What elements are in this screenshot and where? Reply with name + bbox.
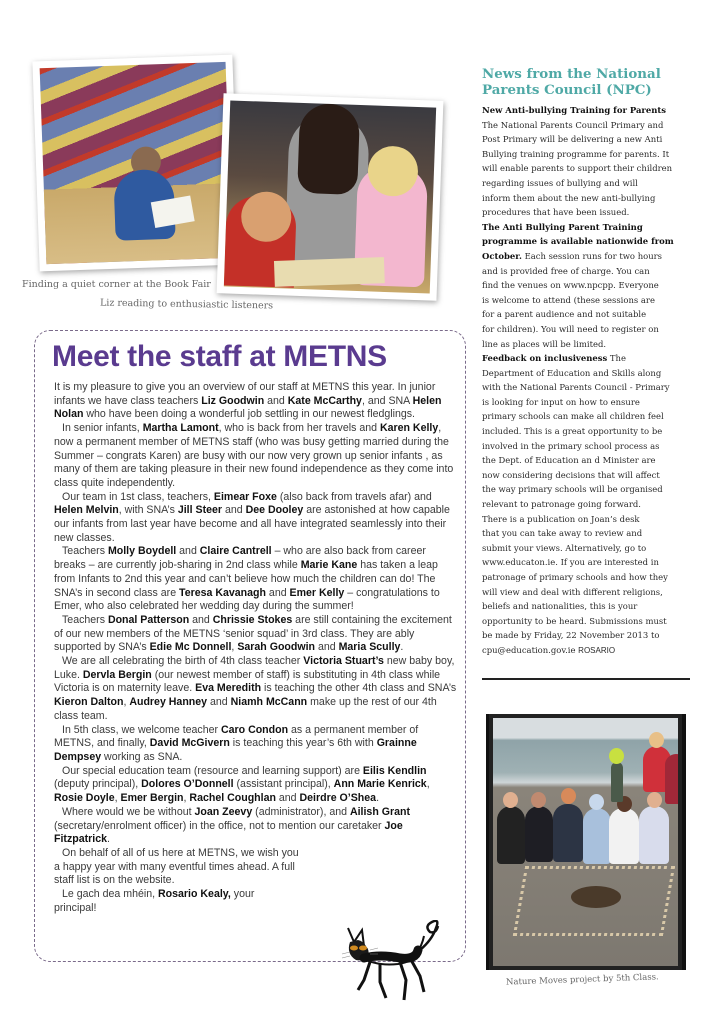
npc-text-line: involved in the primary school process as: [482, 440, 660, 451]
npc-text-line: now considering decisions that will affect: [482, 469, 660, 480]
staff-paragraph: In 5th class, we welcome teacher Caro Condon as a permanent member of METNS, and finally, David McGivern is teaching this year’s 6th with Grainne Dempsey working as SNA.: [54, 723, 419, 763]
npc-text-line: included. This is a great opportunity to be: [482, 426, 663, 437]
npc-text-line: beliefs and nationalities, this is your: [482, 601, 638, 612]
npc-text-line: patronage of primary schools and how they: [482, 572, 668, 582]
npc-text-line: is looking for input on how to ensure: [482, 396, 640, 407]
npc-text-line: opportunity to be heard. Submissions must: [482, 615, 667, 626]
divider: [482, 678, 690, 680]
npc-text-line: that you can take away to review and: [482, 528, 643, 539]
npc-text-line: will view and deal with different religions,: [482, 586, 663, 597]
staff-article-title: Meet the staff at METNS: [52, 340, 387, 373]
staff-paragraph: Le gach dea mhéin, Rosario Kealy, your principal!: [54, 888, 255, 914]
staff-paragraph: Teachers Donal Patterson and Chrissie Stokes are still containing the excitement of our new members of the METNS ‘senior squad’ in 3rd class. They are ably supported by SNA’s Edie Mc Donnell, Sarah Goodwin and Maria Scully.: [54, 613, 452, 654]
npc-text-line: Department of Education and Skills along: [482, 367, 662, 378]
npc-text-line: and is provided free of charge. You can: [482, 265, 650, 276]
npc-text-line: line as places will be limited.: [482, 338, 607, 349]
photo-nature-moves-image: [493, 718, 678, 966]
staff-paragraph: We are all celebrating the birth of 4th class teacher Victoria Stuart’s new baby boy, Luke. Dervla Bergin (our newest member of staff) is substituting in 4th class while Victoria is on maternity leave. Eva Meredith is teaching the other 4th class and SNA’s Kieron Dalton, Audrey Hanney and Niamh McCann make up the rest of our 4th class team.: [54, 655, 457, 722]
npc-text-line: for a parent audience and not suitable: [482, 309, 647, 320]
caption-nature-moves: Nature Moves project by 5th Class.: [505, 972, 659, 988]
staff-paragraph: On behalf of all of us here at METNS, we wish you a happy year with many eventful times ahead. A full staff list is on the website.: [54, 846, 299, 887]
npc-text-line: programme is available nationwide from: [482, 236, 674, 247]
npc-text-line: The Anti Bullying Parent Training: [482, 221, 643, 232]
npc-text-line: the Dept. of Education an d Minister are: [482, 455, 656, 466]
npc-text-line: www.educaton.ie. If you are interested in: [482, 557, 659, 568]
npc-text-line: October. Each session runs for two hours: [482, 250, 662, 261]
npc-text-line: cpu@education.gov.ie ROSARIO: [482, 644, 616, 655]
caption-liz-reading: Liz reading to enthusiastic listeners: [99, 297, 274, 312]
npc-text-line: New Anti-bullying Training for Parents: [482, 105, 667, 115]
npc-text-line: inform them about the new anti-bullying: [482, 192, 656, 203]
photo-liz-reading: [217, 93, 444, 301]
npc-text-line: There is a publication on Joan’s desk: [482, 513, 640, 524]
photo-book-fair-image: [40, 62, 233, 264]
npc-text-line: Post Primary will be delivering a new Anti: [482, 134, 663, 145]
caption-book-fair: Finding a quiet corner at the Book Fair: [22, 279, 211, 290]
npc-text-line: primary schools can make all children feel: [482, 411, 664, 422]
photo-liz-reading-image: [224, 100, 436, 293]
npc-text-line: find the venues on www.npcpp. Everyone: [482, 280, 659, 291]
npc-text-line: be made by Friday, 22 November 2013 to: [482, 630, 660, 641]
npc-text-line: submit your views. Alternatively, go to: [482, 542, 647, 553]
staff-article-body: [54, 381, 458, 915]
npc-news-body: [482, 103, 710, 659]
npc-text-line: The National Parents Council Primary and: [482, 119, 664, 130]
npc-text-line: relevant to patronage going forward.: [482, 499, 641, 510]
npc-text-line: Feedback on inclusiveness The: [482, 353, 626, 364]
staff-paragraph: Our team in 1st class, teachers, Eimear Foxe (also back from travels afar) and Helen Melvin, with SNA’s Jill Steer and Dee Dooley are astonished at how capable our infants from last year have become and all have integrated seamlessly into their new classes.: [54, 490, 450, 544]
staff-paragraph: Where would we be without Joan Zeevy (administrator), and Ailish Grant (secretary/enrolment officer) in the office, not to mention our caretaker Joe Fitzpatrick.: [54, 805, 410, 846]
staff-paragraph: It is my pleasure to give you an overview of our staff at METNS this year. In junior infants we have class teachers Liz Goodwin and Kate McCarthy, and SNA Helen Nolan who have been doing a wonderful job settling in our newest fledglings.: [54, 381, 442, 421]
npc-text-line: with the National Parents Council - Primary: [482, 382, 670, 393]
black-cat-illustration: [340, 920, 460, 1020]
npc-text-line: procedures that have been issued.: [482, 207, 630, 218]
npc-text-line: Bullying training programme for parents. It: [482, 148, 670, 159]
npc-text-line: will enable parents to support their children: [482, 163, 673, 174]
npc-news-title: News from the National Parents Council (NPC): [482, 66, 661, 98]
npc-text-line: the way primary schools will be organised: [482, 484, 663, 495]
npc-text-line: for children). You will need to register on: [482, 323, 659, 334]
photo-book-fair: [32, 55, 239, 272]
staff-paragraph: Teachers Molly Boydell and Claire Cantrell – who are also back from career breaks – are currently job-sharing in 2nd class while Marie Kane has taken a leap from Infants to 2nd this year and can’t believe how much the children can do! The SNA’s in second class are Teresa Kavanagh and Emer Kelly – congratulations to Emer, who also celebrated her wedding day during the summer!: [54, 545, 440, 613]
staff-paragraph: Our special education team (resource and learning support) are Eilis Kendlin (deputy principal), Dolores O’Donnell (assistant principal), Ann Marie Kenrick, Rosie Doyle, Emer Bergin, Rachel Coughlan and Deirdre O’Shea.: [54, 764, 430, 805]
photo-nature-moves: [486, 714, 686, 970]
staff-paragraph: In senior infants, Martha Lamont, who is back from her travels and Karen Kelly, now a permanent member of METNS staff (who was busy getting married during the Summer – congrats Karen) are busy with our now very grown up senior infants , as many of them are taking pleasure in their new found independence as they come into class quite independently.: [54, 422, 454, 489]
npc-text-line: regarding issues of bullying and will: [482, 177, 638, 188]
npc-text-line: is welcome to attend (these sessions are: [482, 294, 655, 305]
